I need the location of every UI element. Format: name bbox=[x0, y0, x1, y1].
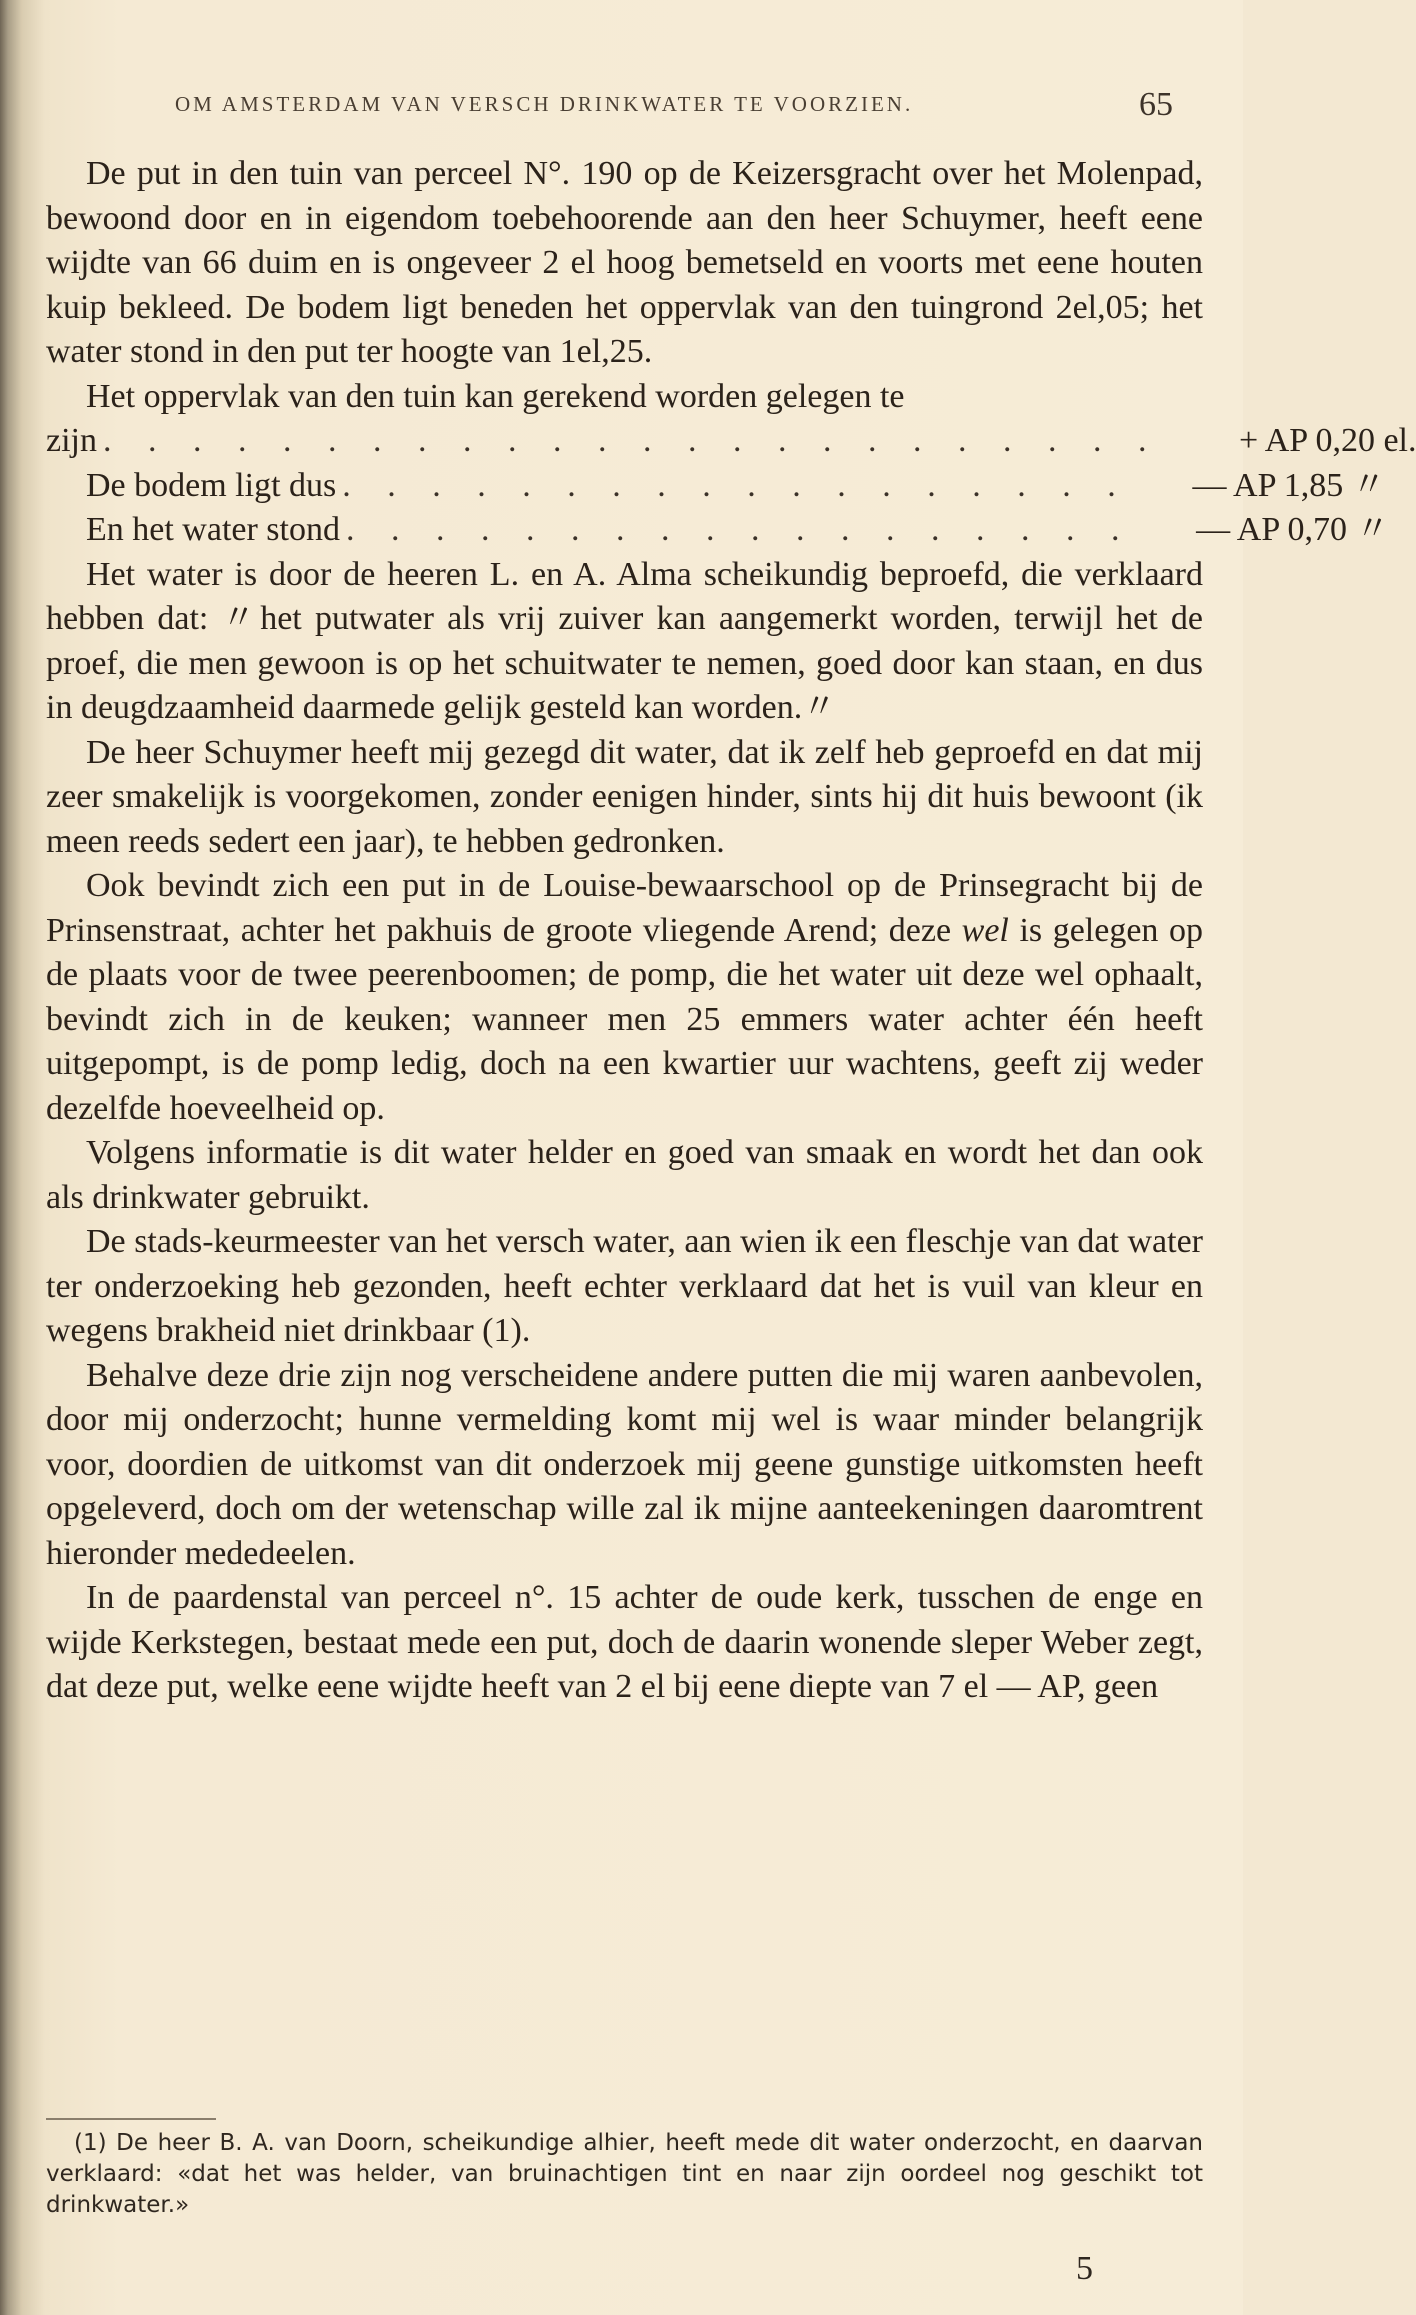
level-value: + AP 0,20 el. bbox=[1238, 422, 1416, 459]
paragraph-information: Volgens informatie is dit water helder en goed van smaak en wordt het dan ook als drinkwater gebruikt. bbox=[46, 1134, 1203, 1216]
signature-mark: 5 bbox=[1076, 2250, 1093, 2287]
level-label: zijn bbox=[46, 422, 97, 459]
paragraph-paardenstal: In de paardenstal van perceel n°. 15 achter de oude kerk, tusschen de enge en wijde Kerkstegen, bestaat mede een put, doch de daarin wonende sleper Weber zegt, dat deze put, welke eene wijdte heeft van 2 el bij eene diepte van 7 el — AP, geen bbox=[46, 1579, 1203, 1705]
leader-dots: . . . . . . . . . . . . . . . . . . . . . . . . bbox=[102, 422, 1161, 459]
paragraph-louise-school-well bbox=[46, 864, 1203, 1131]
body-text bbox=[46, 152, 1416, 1710]
running-head bbox=[60, 86, 1203, 132]
level-label: De bodem ligt dus bbox=[86, 466, 337, 504]
paragraph-surface-level: Het oppervlak van den tuin kan gerekend worden gelegen te bbox=[86, 377, 905, 415]
leader-dots: . . . . . . . . . . . . . . . . . . bbox=[346, 511, 1134, 548]
paragraph-schuymer-testimony: De heer Schuymer heeft mij gezegd dit water, dat ik zelf heb geproefd en dat mij zeer smakelijk is voorgekomen, zonder eenigen hinder, sints hij dit huis bewoont (ik meen reeds sedert een jaar), te hebben gedronken. bbox=[46, 733, 1203, 860]
paragraph-keizersgracht-well: De put in den tuin van perceel N°. 190 op de Keizersgracht over het Molenpad, bewoond door en in eigendom toebehoorende aan den heer Schuymer, heeft eene wijdte van 66 duim en is ongeveer 2 el hoog bemetseld en voorts met eene houten kuip bekleed. De bodem ligt beneden het oppervlak van den tuingrond 2el,05; het water stond in den put ter hoogte van 1el,25. bbox=[46, 155, 1203, 370]
text-run: Ook bevindt zich een put in de Louise-bewaarschool op de Prinsegracht bij de Prinsenstraat, achter het pakhuis de groote vliegende Arend; deze bbox=[46, 867, 1203, 949]
text-run: is gelegen op de plaats voor de twee peerenboomen; de pomp, die het water uit deze wel ophaalt, bevindt zich in de keuken; wanneer men 25 emmers water achter één heeft uitgepompt, is de pomp ledig, doch na een kwartier uur wachtens, geeft zij weder dezelfde hoeveelheid op. bbox=[46, 911, 1204, 1127]
level-row-water bbox=[46, 508, 1390, 553]
level-value: — AP 0,70 〃 bbox=[1196, 511, 1390, 548]
level-row-bottom bbox=[46, 464, 1386, 509]
level-value: — AP 1,85 〃 bbox=[1192, 466, 1386, 504]
italic-word: wel bbox=[961, 911, 1009, 949]
level-row-surface bbox=[46, 419, 1416, 464]
paragraph-keurmeester: De stads-keurmeester van het versch water, aan wien ik een fleschje van dat water ter onderzoeking heb gezonden, heeft echter verklaard dat het is vuil van kleur en wegens brakheid niet drinkbaar (1). bbox=[46, 1223, 1203, 1349]
paragraph-alma-analysis: Het water is door de heeren L. en A. Alma scheikundig beproefd, die verklaard hebben dat: 〃het putwater als vrij zuiver kan aangemerkt worden, terwijl het de proef, die men gewoon is op het schuitwater te nemen, goed door kan staan, en dus in deugdzaamheid daarmede gelijk gesteld kan worden.〃 bbox=[46, 555, 1203, 726]
footnote-text: (1) De heer B. A. van Doorn, scheikundige alhier, heeft mede dit water onderzocht, en daarvan verklaard: «dat het was helder, van bruinachtigen tint en naar zijn oordeel nog geschikt tot drinkwater.» bbox=[46, 2130, 1203, 2218]
paragraph-other-wells: Behalve deze drie zijn nog verscheidene andere putten die mij waren aanbevolen, door mij onderzocht; hunne vermelding komt mij wel is waar minder belangrijk voor, doordien de uitkomst van dit onderzoek mij geene gunstige uitkomsten heeft opgeleverd, doch om der wetenschap wille zal ik mijne aanteekeningen daaromtrent hieronder mededeelen. bbox=[46, 1356, 1203, 1572]
leader-dots: . . . . . . . . . . . . . . . . . . bbox=[342, 466, 1130, 504]
footnote bbox=[46, 2128, 1203, 2221]
page-number: 65 bbox=[1139, 86, 1173, 123]
footnote-divider bbox=[46, 2118, 216, 2120]
level-label: En het water stond bbox=[86, 511, 340, 548]
running-title: OM AMSTERDAM VAN VERSCH DRINKWATER TE VOORZIEN. bbox=[175, 92, 914, 116]
